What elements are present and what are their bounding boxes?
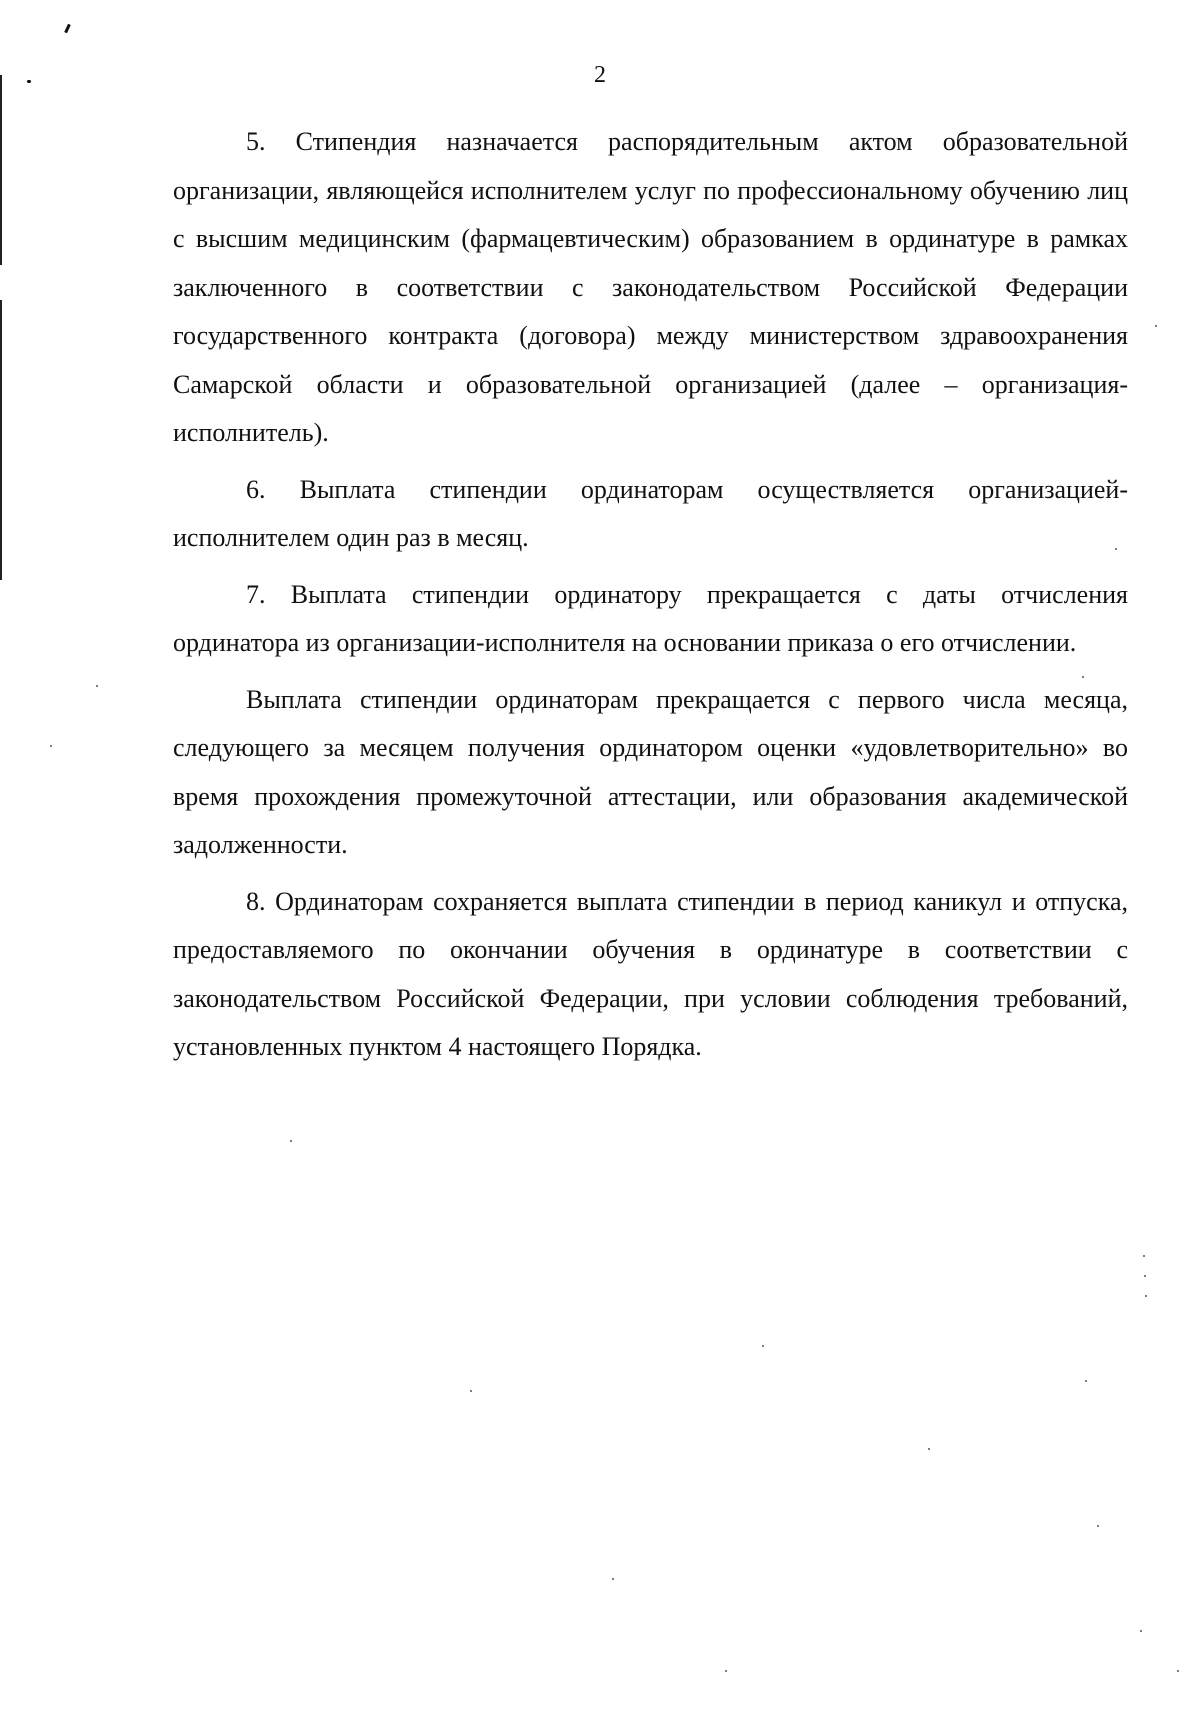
paragraph-7-continued: Выплата стипендии ординаторам прекращается с первого числа месяца, следующего за месяцем получения ординатором оценки «удовлетворительно» во время прохождения промежуточной аттестации, или образования академической задолженности. [173, 684, 1128, 859]
scan-speck [96, 685, 98, 687]
scan-speck [290, 1140, 292, 1142]
scan-speck [1177, 1670, 1179, 1672]
scan-speck [762, 1345, 764, 1347]
scan-speck [470, 1390, 472, 1392]
scan-speck [50, 745, 52, 747]
scan-speck [1085, 1380, 1087, 1382]
page-number: 2 [594, 62, 606, 88]
scan-mark [64, 24, 71, 33]
scan-speck [1143, 1255, 1145, 1257]
document-body [173, 118, 1128, 1072]
paragraph-5: 5. Стипендия назначается распорядительным актом образовательной организации, являющейся исполнителем услуг по профессиональному обучению лиц с высшим медицинским (фармацевтическим) образованием в ординатуре в рамках заключенного в соответствии с законодательством Российской Федерации государственного контракта (договора) между министерством здравоохранения Самарской области и образовательной организацией (далее – организация-исполнитель). [173, 127, 1128, 447]
scan-speck [1097, 1525, 1099, 1527]
scan-speck [1140, 1630, 1142, 1632]
paragraph-6: 6. Выплата стипендии ординаторам осуществляется организацией-исполнителем один раз в месяц. [173, 474, 1128, 552]
scan-speck [1155, 325, 1157, 327]
scan-speck [1144, 1275, 1146, 1277]
scan-edge-mark [0, 75, 2, 265]
paragraph-8: 8. Ординаторам сохраняется выплата стипендии в период каникул и отпуска, предоставляемого по окончании обучения в ординатуре в соответствии с законодательством Российской Федерации, при условии соблюдения требований, установленных пунктом 4 настоящего Порядка. [173, 886, 1128, 1061]
scan-edge-mark [0, 300, 2, 580]
scan-speck [928, 1448, 930, 1450]
scan-speck [725, 1670, 727, 1672]
paragraph-7: 7. Выплата стипендии ординатору прекращается с даты отчисления ординатора из организации-исполнителя на основании приказа о его отчислении. [173, 579, 1128, 657]
scan-speck [612, 1578, 614, 1580]
scan-speck [1145, 1295, 1147, 1297]
